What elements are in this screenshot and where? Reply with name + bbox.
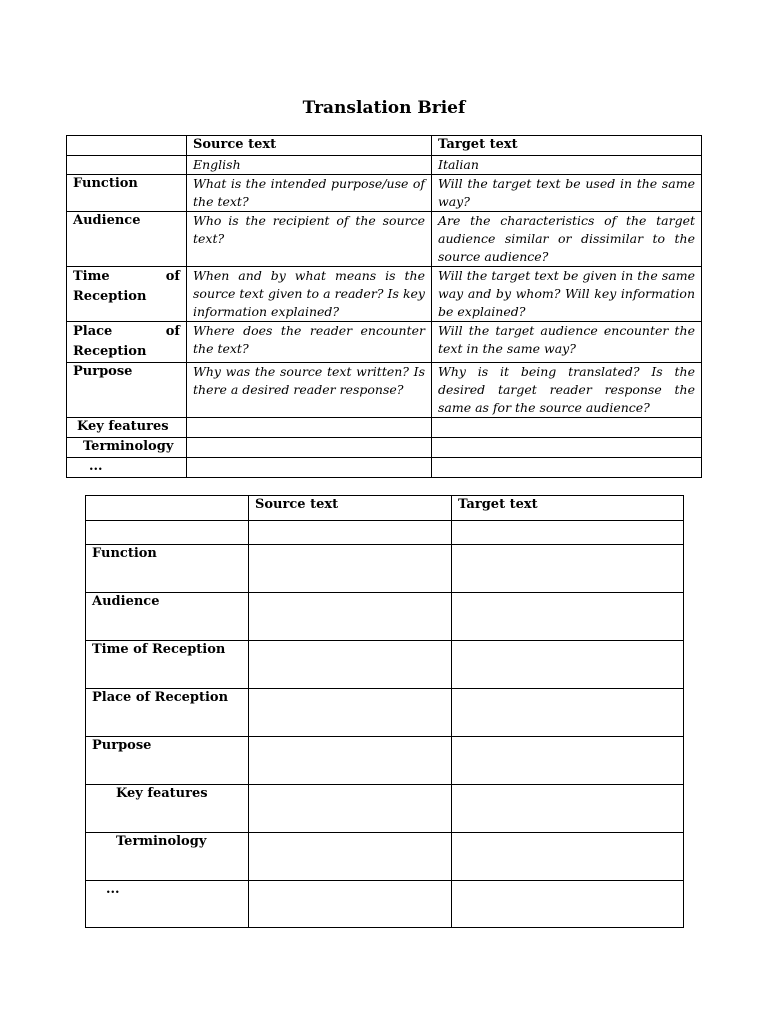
target-question-time: Will the target text be given in the same way and by whom? Will key information be explained? — [432, 267, 702, 322]
source-question-function: What is the intended purpose/use of the text? — [187, 175, 432, 212]
translation-brief-table — [66, 135, 702, 478]
table2-header-target-text: Target text — [452, 496, 684, 521]
table2-row-time-of-reception — [86, 641, 684, 689]
row-label-ellipsis: ... — [67, 458, 187, 478]
table2-source-terminology[interactable] — [249, 833, 452, 881]
table2-target-place[interactable] — [452, 689, 684, 737]
table2-row-blank — [86, 521, 684, 545]
source-question-time: When and by what means is the source text given to a reader? Is key information explained? — [187, 267, 432, 322]
target-cell-key-features — [432, 418, 702, 438]
table2-row-purpose — [86, 737, 684, 785]
page-title: Translation Brief — [302, 98, 466, 118]
table-row-ellipsis — [67, 458, 702, 478]
row-label-key-features: Key features — [67, 418, 187, 438]
table2-header-source-text: Source text — [249, 496, 452, 521]
row-label-function: Function — [67, 175, 187, 212]
table2-label-key-features: Key features — [86, 785, 249, 833]
source-cell-terminology — [187, 438, 432, 458]
header-cell-empty — [67, 136, 187, 156]
table-row-function — [67, 175, 702, 212]
row-label-terminology: Terminology — [67, 438, 187, 458]
table2-target-time[interactable] — [452, 641, 684, 689]
table2-label-audience: Audience — [86, 593, 249, 641]
table2-source-function[interactable] — [249, 545, 452, 593]
row-label-purpose: Purpose — [67, 363, 187, 418]
table2-label-blank — [86, 521, 249, 545]
table2-target-blank[interactable] — [452, 521, 684, 545]
table2-target-key-features[interactable] — [452, 785, 684, 833]
table2-row-audience — [86, 593, 684, 641]
table2-source-audience[interactable] — [249, 593, 452, 641]
header-source-text: Source text — [187, 136, 432, 156]
row-label-time-word: Time — [73, 269, 110, 284]
table-row-place-of-reception — [67, 322, 702, 363]
target-language: Italian — [432, 156, 702, 175]
table2-target-terminology[interactable] — [452, 833, 684, 881]
table2-header-empty — [86, 496, 249, 521]
target-cell-ellipsis — [432, 458, 702, 478]
row-label-place-word: Place — [73, 324, 113, 339]
table2-source-key-features[interactable] — [249, 785, 452, 833]
table2-target-ellipsis[interactable] — [452, 881, 684, 928]
row-label-reception-word-2: Reception — [73, 344, 147, 359]
row-label-reception-word: Reception — [73, 289, 147, 304]
target-cell-terminology — [432, 438, 702, 458]
language-label-cell — [67, 156, 187, 175]
target-question-audience: Are the characteristics of the target audience similar or dissimilar to the source audience? — [432, 212, 702, 267]
target-question-purpose: Why is it being translated? Is the desired target reader response the same as for the source audience? — [432, 363, 702, 418]
table2-source-time[interactable] — [249, 641, 452, 689]
table2-label-terminology: Terminology — [86, 833, 249, 881]
row-label-of-word: of — [165, 269, 180, 284]
table2-row-ellipsis — [86, 881, 684, 928]
header-target-text: Target text — [432, 136, 702, 156]
table-row-purpose — [67, 363, 702, 418]
table-row-language — [67, 156, 702, 175]
source-language: English — [187, 156, 432, 175]
table2-target-function[interactable] — [452, 545, 684, 593]
table-row-audience — [67, 212, 702, 267]
table2-target-purpose[interactable] — [452, 737, 684, 785]
table-row-time-of-reception — [67, 267, 702, 322]
table2-header-row — [86, 496, 684, 521]
table2-label-place-of-reception: Place of Reception — [86, 689, 249, 737]
source-cell-key-features — [187, 418, 432, 438]
table2-source-purpose[interactable] — [249, 737, 452, 785]
source-question-audience: Who is the recipient of the source text? — [187, 212, 432, 267]
row-label-of-word-2: of — [165, 324, 180, 339]
table-row-key-features — [67, 418, 702, 438]
source-cell-ellipsis — [187, 458, 432, 478]
table2-label-ellipsis: ... — [86, 881, 249, 928]
table2-source-ellipsis[interactable] — [249, 881, 452, 928]
table-header-row — [67, 136, 702, 156]
table2-label-function: Function — [86, 545, 249, 593]
table2-row-key-features — [86, 785, 684, 833]
table2-target-audience[interactable] — [452, 593, 684, 641]
table2-label-purpose: Purpose — [86, 737, 249, 785]
table2-row-terminology — [86, 833, 684, 881]
blank-translation-brief-table — [85, 495, 684, 928]
target-question-function: Will the target text be used in the same way? — [432, 175, 702, 212]
row-label-place-of-reception — [67, 322, 187, 363]
row-label-time-of-reception — [67, 267, 187, 322]
table2-label-time-of-reception: Time of Reception — [86, 641, 249, 689]
target-question-place: Will the target audience encounter the text in the same way? — [432, 322, 702, 363]
table2-source-place[interactable] — [249, 689, 452, 737]
table-row-terminology — [67, 438, 702, 458]
table2-row-place-of-reception — [86, 689, 684, 737]
row-label-audience: Audience — [67, 212, 187, 267]
table2-row-function — [86, 545, 684, 593]
source-question-place: Where does the reader encounter the text? — [187, 322, 432, 363]
source-question-purpose: Why was the source text written? Is there a desired reader response? — [187, 363, 432, 418]
table2-source-blank[interactable] — [249, 521, 452, 545]
